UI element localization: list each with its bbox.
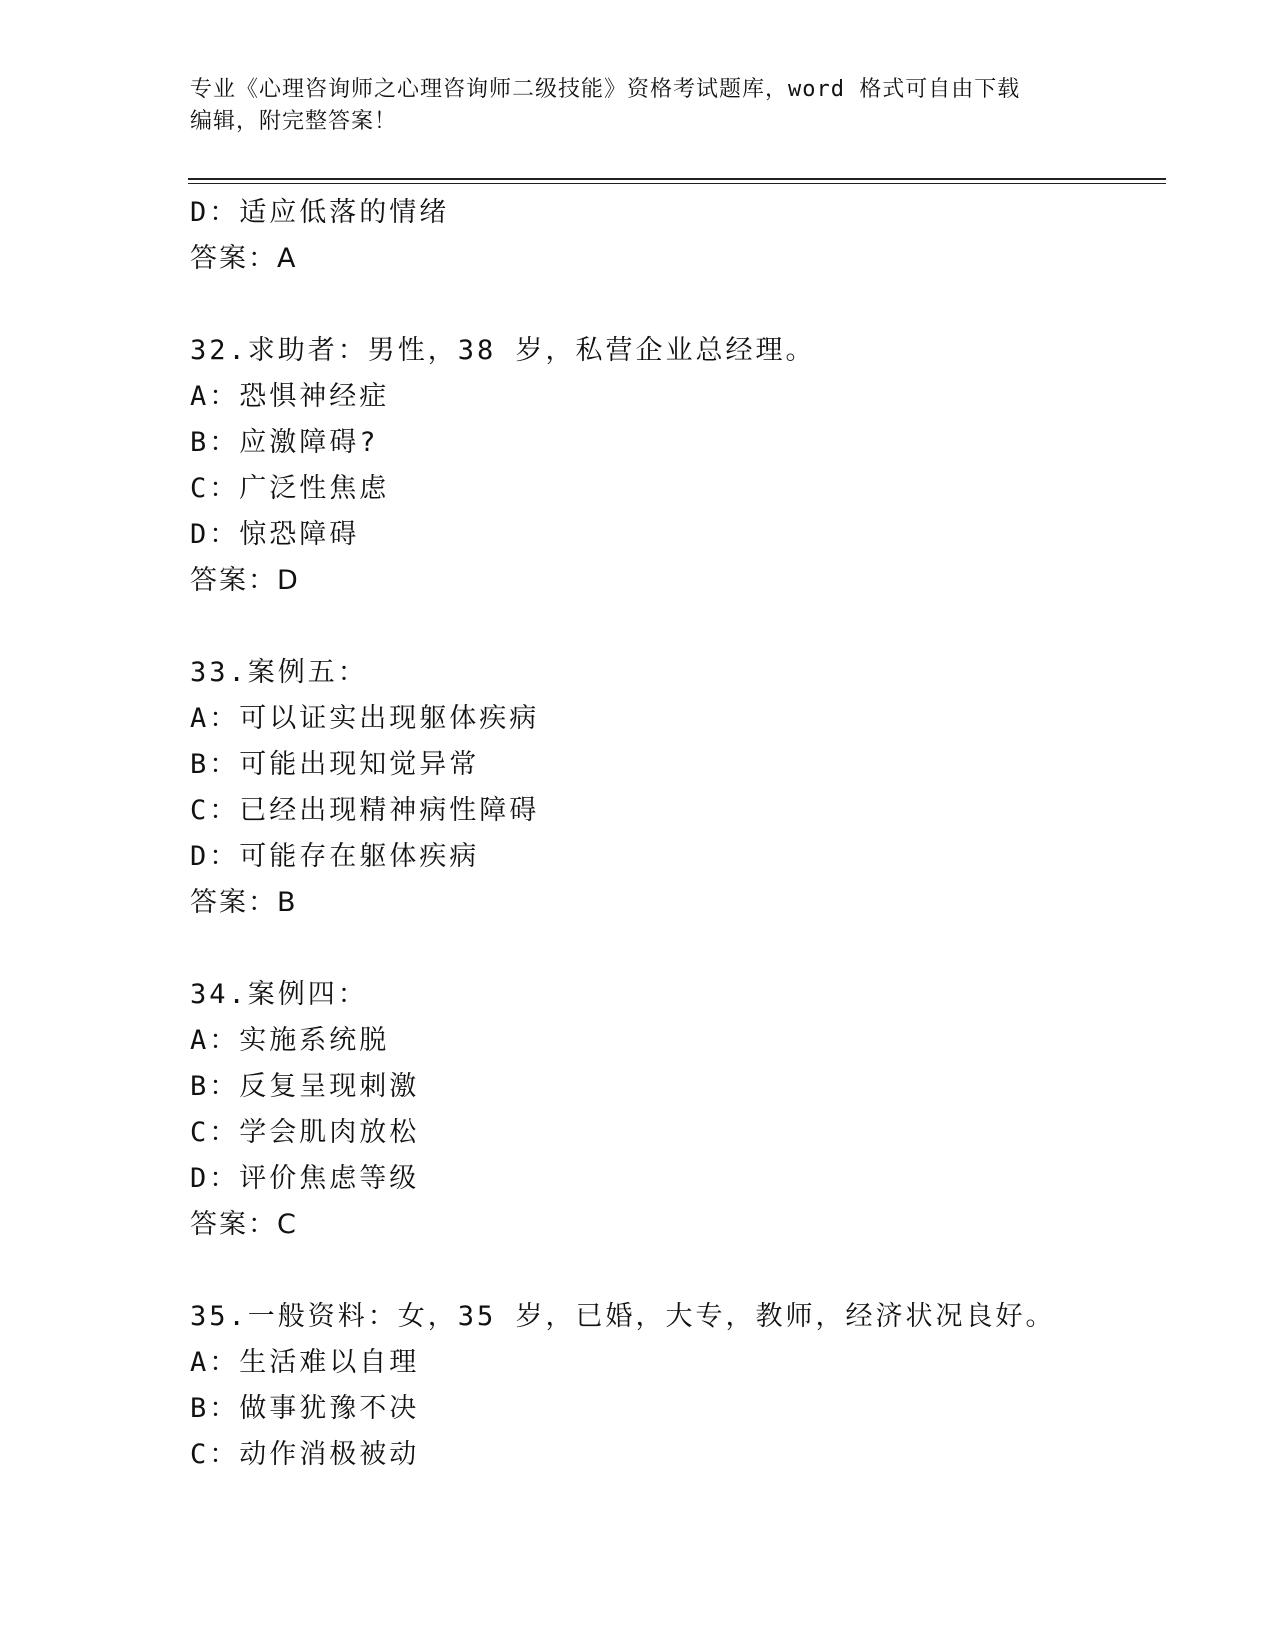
option-c: C：学会肌肉放松 — [190, 1117, 420, 1148]
option-b: B：反复呈现刺激 — [190, 1071, 420, 1102]
question-title: 33.案例五： — [190, 657, 368, 688]
option-a: A：可以证实出现躯体疾病 — [190, 703, 540, 734]
answer-line: 答案：A — [190, 243, 298, 274]
option-c: C：广泛性焦虑 — [190, 473, 390, 504]
option-d: D：评价焦虑等级 — [190, 1163, 420, 1194]
option-b: B：可能出现知觉异常 — [190, 749, 480, 780]
header-divider-thick — [188, 178, 1166, 180]
question-list — [190, 190, 1150, 1478]
header-line-1: 专业《心理咨询师之心理咨询师二级技能》资格考试题库，word 格式可自由下载 — [190, 77, 1021, 102]
document-header — [190, 74, 1090, 138]
question-title: 34.案例四： — [190, 979, 368, 1010]
question-title: 35.一般资料：女，35 岁，已婚，大专，教师，经济状况良好。 — [190, 1301, 1056, 1332]
answer-line: 答案：D — [190, 565, 300, 596]
option-c: C：动作消极被动 — [190, 1439, 420, 1470]
option-b: B：做事犹豫不决 — [190, 1393, 420, 1424]
question-title: 32.求助者：男性，38 岁，私营企业总经理。 — [190, 335, 816, 366]
header-line-2: 编辑，附完整答案！ — [190, 109, 398, 134]
option-a: A：生活难以自理 — [190, 1347, 420, 1378]
answer-line: 答案：B — [190, 887, 298, 918]
answer-line: 答案：C — [190, 1209, 298, 1240]
option-c: C：已经出现精神病性障碍 — [190, 795, 540, 826]
option-a: A：实施系统脱 — [190, 1025, 390, 1056]
option-d: D：惊恐障碍 — [190, 519, 360, 550]
option-d: D：适应低落的情绪 — [190, 197, 450, 228]
option-a: A：恐惧神经症 — [190, 381, 390, 412]
option-d: D：可能存在躯体疾病 — [190, 841, 480, 872]
header-divider-thin — [188, 183, 1166, 184]
option-b: B：应激障碍? — [190, 427, 379, 458]
